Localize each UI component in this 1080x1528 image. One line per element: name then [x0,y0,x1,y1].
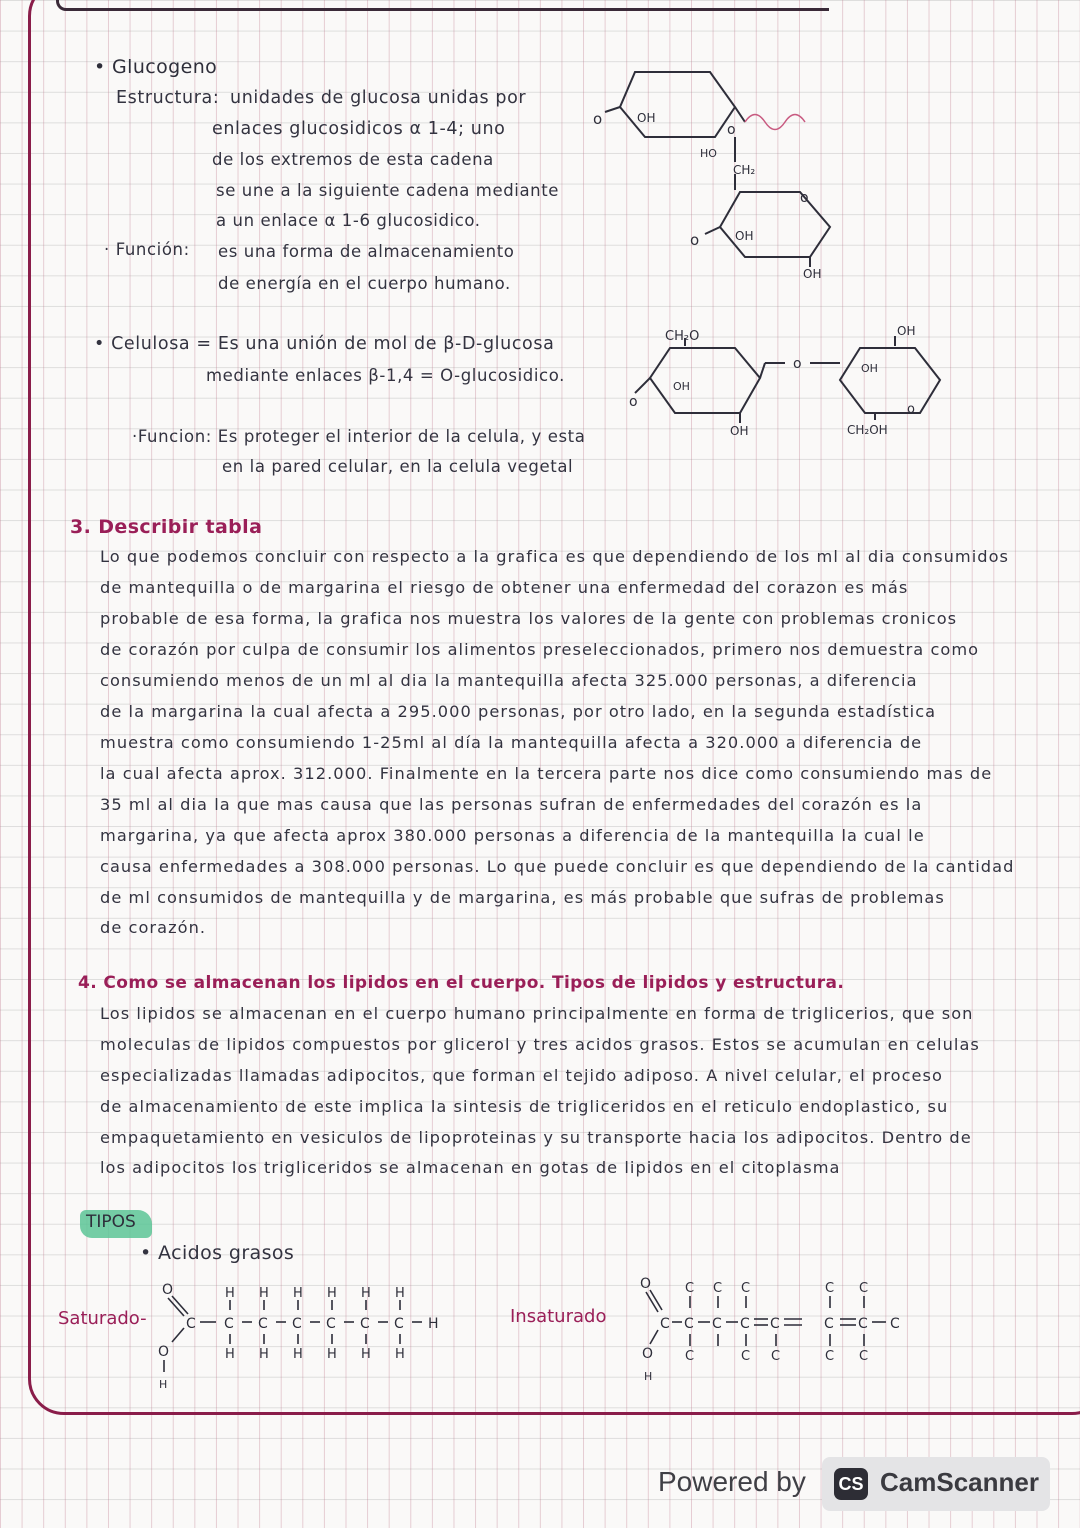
section3-line: de ml consumidos de mantequilla y de margarina, es más probable que sufras de problemas [100,888,945,907]
section4-line: de almacenamiento de este implica la sintesis de trigliceridos en el reticulo endoplastico, su [100,1097,949,1116]
section3-line: consumiendo menos de un ml al dia la mantequilla afecta 325.000 personas, a diferencia [100,671,918,690]
diagram-label: OH [861,362,878,375]
atom-label: C [713,1281,723,1296]
section3-line: probable de esa forma, la grafica nos muestra los valores de la gente con problemas cronicos [100,609,958,628]
atom-label: O [158,1344,170,1360]
diagram-label: HO [700,147,717,160]
diagram-label: o [690,231,700,249]
section3-line: causa enfermedades a 308.000 personas. Lo que puede concluir es que dependiendo de la cantidad [100,857,1015,876]
insaturado-label: Insaturado [510,1306,607,1327]
estructura-line: enlaces glucosidicos α 1-4; uno [212,119,506,139]
atom-label: C [890,1316,900,1332]
atom-label: C [771,1349,781,1364]
atom-label: C [292,1316,302,1332]
diagram-label: o [800,190,809,206]
diagram-label: OH [637,111,656,125]
estructura-line: de los extremos de esta cadena [212,150,494,169]
section3-line: de mantequilla o de margarina el riesgo de obtener una enfermedad del corazon es más [100,578,909,597]
section3-heading: 3. Describir tabla [70,516,263,538]
section3-line: de corazón por culpa de consumir los alimentos preseleccionados, primero nos demuestra como [100,640,980,659]
unsaturated-fatty-acid-diagram [630,1272,930,1387]
section4-line: empaquetamiento en vesiculos de lipoproteinas y su transporte hacia los adipocitos. Dentro de [100,1128,972,1147]
tipos-label: TIPOS [86,1212,136,1232]
atom-label: C [859,1349,869,1364]
saturado-label: Saturado- [58,1308,147,1329]
atom-label: H [327,1347,337,1362]
atom-label: O [162,1282,174,1298]
diagram-label: o [907,402,915,417]
atom-label: H [259,1347,269,1362]
atom-label: C [224,1316,234,1332]
cellulose-structure-diagram [625,318,945,443]
powered-by-text: Powered by [658,1466,806,1497]
section4-line: Los lipidos se almacenan en el cuerpo humano principalmente en forma de triglicerios, que son [100,1004,974,1023]
atom-label: C [258,1316,268,1332]
atom-label: H [293,1347,303,1362]
section3-line: Lo que podemos concluir con respecto a la grafica es que dependiendo de los ml al dia consumidos [100,547,1010,566]
atom-label: C [825,1281,835,1296]
atom-label: H [395,1347,405,1362]
diagram-label: o [629,394,638,410]
diagram-label: CH₂OH [847,423,888,437]
celulosa-line: • Celulosa = Es una unión de mol de β-D-glucosa [94,334,555,354]
funcion-label: · Función: [104,240,190,259]
section4-line: los adipocitos los trigliceridos se almacenan en gotas de lipidos en el citoplasma [100,1158,841,1177]
atom-label: C [326,1316,336,1332]
atom-label: C [394,1316,404,1332]
diagram-label: OH [673,380,690,393]
atom-label: C [684,1316,694,1332]
diagram-label: CH₂O [665,329,700,344]
atom-label: C [712,1316,722,1332]
atom-label: C [825,1349,835,1364]
diagram-label: o [593,110,603,128]
atom-label: C [741,1349,751,1364]
glucogeno-title: • Glucogeno [94,56,218,78]
diagram-label: OH [803,267,822,281]
atom-label: H [428,1316,439,1332]
section3-line: muestra como consumiendo 1-25ml al día la mantequilla afecta a 320.000 a diferencia de [100,733,923,752]
atom-label: C [685,1281,695,1296]
section4-line: especializadas llamadas adipocitos, que forman el tejido adiposo. A nivel celular, el proceso [100,1066,943,1085]
diagram-label: o [727,122,736,138]
atom-label: C [360,1316,370,1332]
section4-heading: 4. Como se almacenan los lipidos en el cuerpo. Tipos de lipidos y estructura. [78,973,845,993]
atom-label: C [660,1316,670,1332]
diagram-label: OH [730,424,749,438]
diagram-label: OH [897,324,916,338]
celulosa-funcion-line: en la pared celular, en la celula vegetal [222,457,574,476]
cs-badge-icon: CS [834,1468,868,1500]
section3-line: 35 ml al dia la que mas causa que las personas sufran de enfermedades del corazón es la [100,795,923,814]
atom-label: H [225,1347,235,1362]
section3-line: de la margarina la cual afecta a 295.000 personas, por otro lado, en la segunda estadística [100,702,937,721]
estructura-label: Estructura: [116,88,220,108]
camscanner-name: CamScanner [880,1467,1039,1497]
estructura-line: unidades de glucosa unidas por [230,88,527,108]
celulosa-line: mediante enlaces β-1,4 = O-glucosidico. [206,366,565,385]
atom-label: C [824,1316,834,1332]
atom-label: C [740,1316,750,1332]
estructura-line: se une a la siguiente cadena mediante [216,181,560,200]
funcion-line: es una forma de almacenamiento [218,242,515,261]
section3-line: de corazón. [100,918,207,937]
section3-line: la cual afecta aprox. 312.000. Finalmente en la tercera parte nos dice como consumiendo mas de [100,764,993,783]
estructura-line: a un enlace α 1-6 glucosidico. [216,211,481,230]
atom-label: H [259,1286,269,1301]
camscanner-logo [822,1457,1050,1511]
atom-label: C [186,1316,196,1332]
atom-label: H [293,1286,303,1301]
atom-label: H [159,1378,168,1391]
glycogen-structure-diagram [585,62,845,292]
celulosa-funcion-line: ·Funcion: Es proteger el interior de la celula, y esta [132,427,586,446]
diagram-label: o [793,356,802,372]
atom-label: O [642,1346,654,1362]
section3-line: margarina, ya que afecta aprox 380.000 personas a diferencia de la mantequilla la cual le [100,826,925,845]
diagram-label: CH₂ [733,163,756,177]
atom-label: H [225,1286,235,1301]
diagram-label: OH [735,229,754,243]
atom-label: H [644,1370,653,1383]
atom-label: H [327,1286,337,1301]
atom-label: C [770,1316,780,1332]
funcion-line: de energía en el cuerpo humano. [218,274,511,293]
atom-label: H [361,1286,371,1301]
section4-line: moleculas de lipidos compuestos por glicerol y tres acidos grasos. Estos se acumulan en celulas [100,1035,980,1054]
atom-label: O [640,1276,652,1292]
atom-label: C [741,1281,751,1296]
saturated-fatty-acid-diagram [150,1280,450,1395]
atom-label: H [361,1347,371,1362]
atom-label: C [685,1349,695,1364]
acidos-grasos-title: • Acidos grasos [140,1242,295,1264]
atom-label: C [859,1281,869,1296]
atom-label: H [395,1286,405,1301]
atom-label: C [858,1316,868,1332]
